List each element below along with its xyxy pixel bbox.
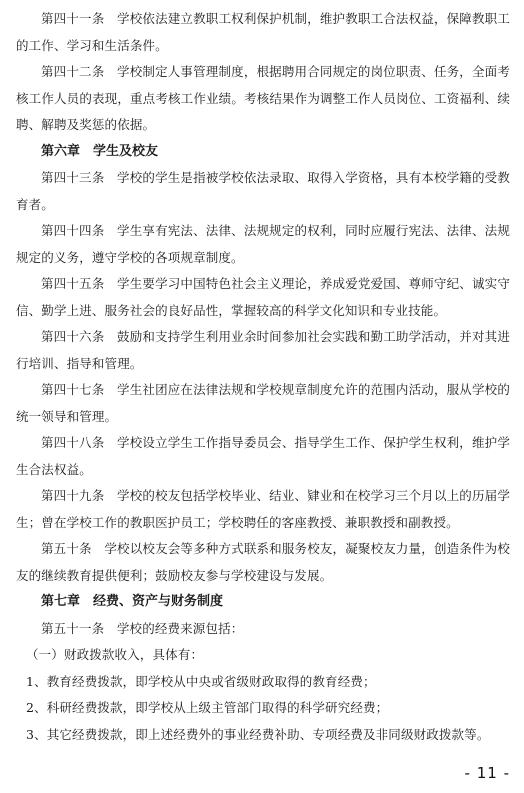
page-body bbox=[16, 6, 510, 748]
list-item-fiscal-income: （一）财政拨款收入，具体有： bbox=[26, 647, 204, 662]
article-48: 第四十八条 学校设立学生工作指导委员会、指导学生工作、保护学生权利，维护学生合法权益。 bbox=[16, 435, 510, 477]
page-number: - 11 - bbox=[464, 764, 510, 782]
article-43: 第四十三条 学校的学生是指被学校依法录取、取得入学资格，具有本校学籍的受教育者。 bbox=[16, 170, 510, 212]
list-item-education-funds: 1、教育经费拨款，即学校从中央或省级财政取得的教育经费； bbox=[26, 673, 376, 689]
chapter-7-heading: 第七章 经费、资产与财务制度 bbox=[41, 594, 224, 609]
article-41: 第四十一条 学校依法建立教职工权利保护机制，维护教职工合法权益，保障教职工的工作、学习和生活条件。 bbox=[16, 11, 510, 53]
chapter-6-heading: 第六章 学生及校友 bbox=[41, 143, 159, 159]
article-49: 第四十九条 学校的校友包括学校毕业、结业、肄业和在校学习三个月以上的历届学生；曾在学校工作的教职医护员工；学校聘任的客座教授、兼职教授和副教授。 bbox=[16, 488, 510, 530]
article-47: 第四十七条 学生社团应在法律法规和学校规章制度允许的范围内活动，服从学校的统一领导和管理。 bbox=[16, 382, 510, 424]
article-42: 第四十二条 学校制定人事管理制度，根据聘用合同规定的岗位职责、任务，全面考核工作人员的表现，重点考核工作业绩。考核结果作为调整工作人员岗位、工资福利、续聘、解聘及奖惩的依据。 bbox=[16, 64, 510, 132]
article-44: 第四十四条 学生享有宪法、法律、法规规定的权利，同时应履行宪法、法律、法规规定的义务，遵守学校的各项规章制度。 bbox=[16, 223, 510, 265]
list-item-other-funds: 3、其它经费拨款，即上述经费外的事业经费补助、专项经费及非同级财政拨款等。 bbox=[26, 726, 490, 742]
article-51: 第五十一条 学校的经费来源包括： bbox=[41, 620, 244, 636]
article-45: 第四十五条 学生要学习中国特色社会主义理论，养成爱党爱国、尊师守纪、诚实守信、勤学上进、服务社会的良好品性，掌握较高的科学文化知识和专业技能。 bbox=[16, 276, 510, 318]
article-50: 第五十条 学校以校友会等多种方式联系和服务校友，凝聚校友力量，创造条件为校友的继续教育提供便利；鼓励校友参与学校建设与发展。 bbox=[16, 541, 510, 583]
list-item-research-funds: 2、科研经费拨款，即学校从上级主管部门取得的科学研究经费； bbox=[26, 700, 389, 715]
article-46: 第四十六条 鼓励和支持学生利用业余时间参加社会实践和勤工助学活动，并对其进行培训、指导和管理。 bbox=[16, 329, 510, 371]
